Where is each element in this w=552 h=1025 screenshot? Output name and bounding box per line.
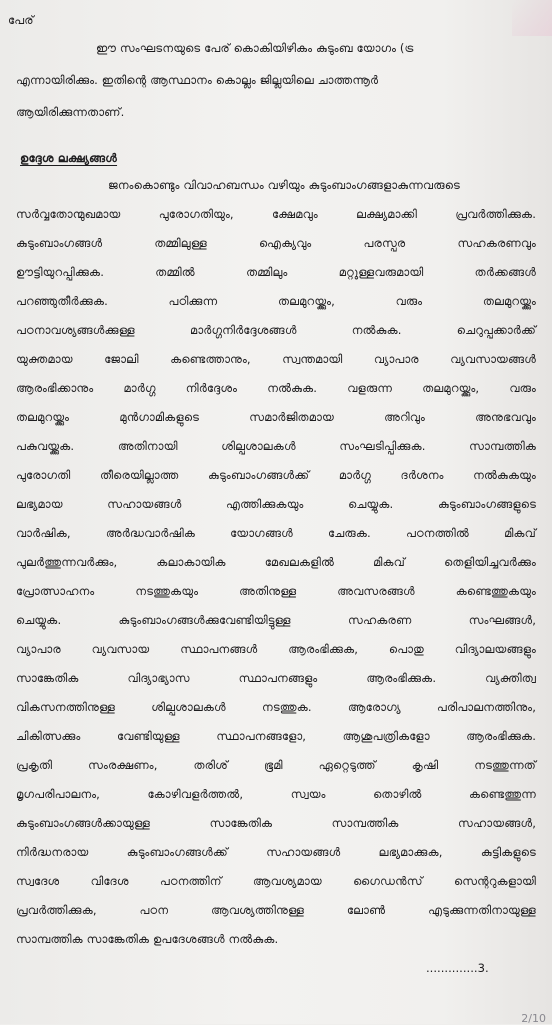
body-line-12: ലഭ്യമായ സഹായങ്ങൾ എത്തിക്കുകയും ചെയ്യുക. കുടുംബാംഗങ്ങളുടെ	[16, 497, 536, 511]
section-heading: ഉദ്ദേശ ലക്ഷ്യങ്ങൾ	[20, 151, 118, 165]
body-line-9: തലമുറയ്ക്കും മുൻഗാമികളുടെ സമാർജിതമായ അറിവും അനുഭവവും	[16, 410, 536, 424]
body-line-26: പ്രവർത്തിക്കുക, പഠന ആവശ്യത്തിനുള്ള ലോൺ എടുക്കുന്നതിനായുള്ള	[16, 903, 536, 917]
body-line-22: മൃഗപരിപാലനം, കോഴിവളർത്തൽ, സ്വയം തൊഴിൽ കണ്ടെത്തുന്ന	[16, 787, 536, 801]
intro-line-3: ആയിരിക്കുന്നതാണ്.	[16, 105, 125, 119]
body-line-5: പറഞ്ഞുതീർക്കുക. പഠിക്കുന്ന തലമുറയ്ക്കും, വരും തലമുറയ്ക്കും	[16, 294, 536, 308]
body-line-6: പഠനാവശ്യങ്ങൾക്കുള്ള മാർഗ്ഗനിർദ്ദേശങ്ങൾ നൽകുക. ചെറുപ്പക്കാർക്ക്	[16, 323, 536, 337]
corner-color-mark	[512, 0, 552, 36]
body-line-1: ജനംകൊണ്ടും വിവാഹബന്ധം വഴിയും കുടുംബാംഗങ്ങളാകുന്നവരുടെ	[108, 178, 460, 192]
body-line-2: സർവ്വതോന്മുഖമായ പുരോഗതിയും, ക്ഷേമവും ലക്ഷ്യമാക്കി പ്രവർത്തിക്കുക.	[16, 207, 536, 221]
body-line-13: വാർഷിക, അർദ്ധവാർഷിക യോഗങ്ങൾ ചേരുക. പഠനത്തിൽ മികവ്	[16, 526, 536, 540]
body-line-20: ചികിത്സക്കും വേണ്ടിയുള്ള സ്ഥാപനങ്ങളോ, ആശുപത്രികളോ ആരംഭിക്കുക.	[16, 729, 536, 743]
body-line-8: ആരംഭിക്കാനും മാർഗ്ഗ നിർദ്ദേശം നൽകുക. വളരുന്ന തലമുറയ്ക്കും, വരും	[16, 381, 536, 395]
lead-label: പേര്	[8, 13, 34, 27]
body-line-25: സ്വദേശ വിദേശ പഠനത്തിന് ആവശ്യമായ ഗൈഡൻസ് സെന്ററുകളായി	[16, 874, 536, 888]
body-line-10: പകുവയ്ക്കുക. അതിനായി ശില്പശാലകൾ സംഘടിപ്പിക്കുക. സാമ്പത്തിക	[16, 439, 536, 453]
body-line-24: നിർദ്ധനരായ കുടുംബാംഗങ്ങൾക്ക് സഹായങ്ങൾ ലഭ്യമാക്കുക, കുട്ടികളുടെ	[16, 845, 536, 859]
body-line-21: പ്രകൃതി സംരക്ഷണം, തരിശ് ഭൂമി ഏറ്റെടുത്ത് കൃഷി നടത്തുന്നത്	[16, 758, 536, 772]
body-line-16: ചെയ്യുക. കുടുംബാംഗങ്ങൾക്കുവേണ്ടിയിട്ടുള്ള സഹകരണ സംഘങ്ങൾ,	[16, 613, 536, 627]
body-line-7: യുക്തമായ ജോലി കണ്ടെത്താനും, സ്വന്തമായി വ്യാപാര വ്യവസായങ്ങൾ	[16, 352, 536, 366]
body-line-15: പ്രോത്സാഹനം നടത്തുകയും അതിനുള്ള അവസരങ്ങൾ കണ്ടെത്തുകയും	[16, 584, 536, 598]
body-line-4: ഊട്ടിയുറപ്പിക്കുക. തമ്മിൽ തമ്മിലും മറ്റുള്ളവരുമായി തർക്കങ്ങൾ	[16, 265, 536, 279]
body-line-11: പുരോഗതി തീരെയില്ലാത്ത കുടുംബാംഗങ്ങൾക്ക് മാർഗ്ഗ ദർശനം നൽകുകയും	[16, 468, 536, 482]
page-continuation-marker: ..............3.	[426, 961, 489, 975]
intro-line-1: ഈ സംഘടനയുടെ പേര് കൊകിയിഴികം കുടുംബ യോഗം (ട്ര	[96, 41, 414, 55]
body-line-3: കുടുംബാംഗങ്ങൾ തമ്മിലുള്ള ഐക്യവും പരസ്പര സഹകരണവും	[16, 236, 536, 250]
intro-line-2: എന്നായിരിക്കും. ഇതിന്റെ ആസ്ഥാനം കൊല്ലം ജില്ലയിലെ ചാത്തന്നൂർ	[16, 73, 379, 87]
page-number-mark: 2/10	[521, 1012, 546, 1025]
body-line-19: വികസനത്തിനുള്ള ശില്പശാലകൾ നടത്തുക. ആരോഗ്യ പരിപാലനത്തിനും,	[16, 700, 536, 714]
body-line-27: സാമ്പത്തിക സാങ്കേതിക ഉപദേശങ്ങൾ നൽകുക.	[16, 932, 279, 946]
body-line-18: സാങ്കേതിക വിദ്യാഭ്യാസ സ്ഥാപനങ്ങളും ആരംഭിക്കുക. വ്യക്തിത്വ	[16, 671, 536, 685]
body-line-14: പുലർത്തുന്നവർക്കും, കലാകായിക മേഖലകളിൽ മികവ് തെളിയിച്ചവർക്കും	[16, 555, 536, 569]
body-line-23: കുടുംബാംഗങ്ങൾക്കായുള്ള സാങ്കേതിക സാമ്പത്തിക സഹായങ്ങൾ,	[16, 816, 536, 830]
body-line-17: വ്യാപാര വ്യവസായ സ്ഥാപനങ്ങൾ ആരംഭിക്കുക, പൊതു വിദ്യാലയങ്ങളും	[16, 642, 536, 656]
